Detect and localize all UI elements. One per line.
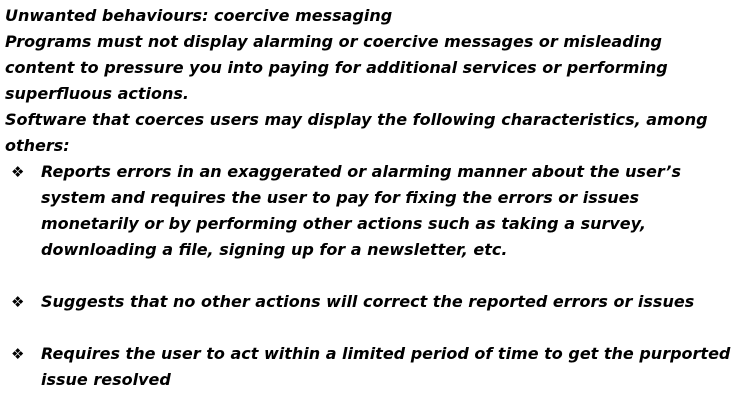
list-item [5,341,733,393]
section-title: Unwanted behaviours: coercive messaging [5,6,393,25]
four-diamond-bullet-icon: ❖ [11,345,25,363]
paragraph-characteristics: Software that coerces users may display the following characteristics, among others: [5,110,708,155]
list-item [5,159,733,263]
list-item [5,289,733,315]
four-diamond-bullet-icon: ❖ [11,293,25,311]
paragraph-policy: Programs must not display alarming or coercive messages or misleading content to pressure you into paying for additional services or performing superfluous actions. [5,32,668,103]
list-item-text: Suggests that no other actions will correct the reported errors or issues [41,292,695,311]
four-diamond-bullet-icon: ❖ [11,163,25,181]
list-item-text: Requires the user to act within a limited period of time to get the purported issue resolved [41,344,731,389]
list-item-text: Reports errors in an exaggerated or alarming manner about the user’s system and requires the user to pay for fixing the errors or issues monetarily or by performing other actions such as taking a survey, downloading a file, signing up for a newsletter, etc. [41,162,681,259]
document-body [5,3,733,393]
characteristics-list [5,159,733,393]
